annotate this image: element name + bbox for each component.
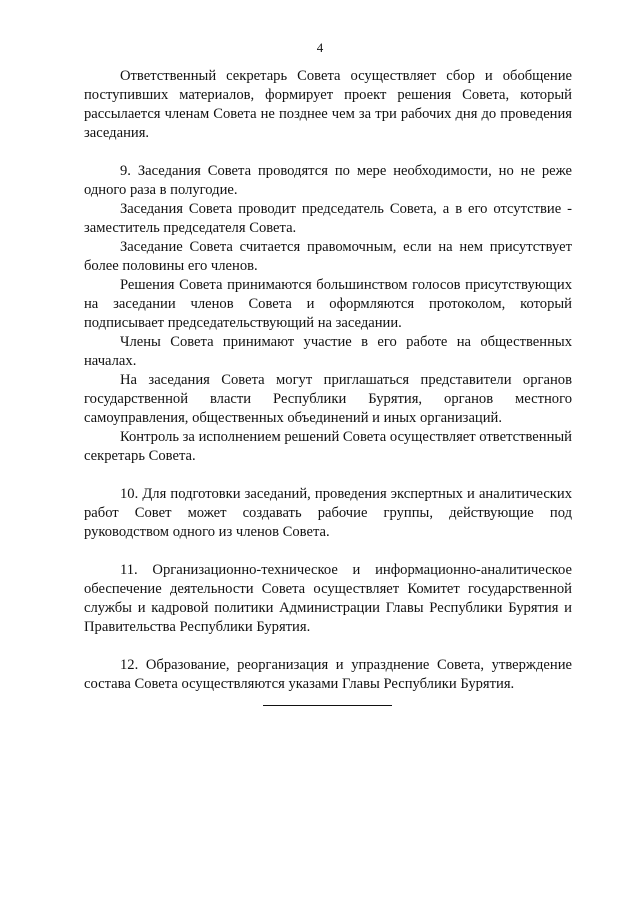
paragraph-decisions: Решения Совета принимаются большинством голосов присутствующих на заседании членов Совета и оформляются протоколом, который подписывает председательствующий на заседании.: [84, 277, 572, 331]
document-body: [84, 67, 572, 694]
paragraph-meeting-chair: Заседания Совета проводит председатель Совета, а в его отсутствие - заместитель председателя Совета.: [84, 201, 572, 236]
paragraph-item-9: 9. Заседания Совета проводятся по мере необходимости, но не реже одного раза в полугодие.: [84, 163, 572, 198]
paragraph-item-11: 11. Организационно-техническое и информационно-аналитическое обеспечение деятельности Совета осуществляет Комитет государственной службы и кадровой политики Администрации Главы Республики Бурятия и Правительства Республики Бурятия.: [84, 562, 572, 635]
paragraph-gap: [84, 143, 572, 162]
paragraph-control: Контроль за исполнением решений Совета осуществляет ответственный секретарь Совета.: [84, 429, 572, 464]
page-number: 4: [316, 40, 324, 55]
paragraph-secretary-duties: Ответственный секретарь Совета осуществляет сбор и обобщение поступивших материалов, формирует проект решения Совета, который рассылается членам Совета не позднее чем за три рабочих дня до проведения заседания.: [84, 68, 572, 141]
paragraph-volunteer-basis: Члены Совета принимают участие в его работе на общественных началах.: [84, 334, 572, 369]
paragraph-gap: [84, 637, 572, 656]
end-of-document-rule: [263, 705, 392, 706]
paragraph-item-10: 10. Для подготовки заседаний, проведения экспертных и аналитических работ Совет может создавать рабочие группы, действующие под руководством одного из членов Совета.: [84, 486, 572, 540]
paragraph-invited-representatives: На заседания Совета могут приглашаться представители органов государственной власти Республики Бурятия, органов местного самоуправления, общественных объединений и иных организаций.: [84, 372, 572, 426]
paragraph-quorum: Заседание Совета считается правомочным, если на нем присутствует более половины его членов.: [84, 239, 572, 274]
paragraph-gap: [84, 466, 572, 485]
paragraph-gap: [84, 542, 572, 561]
paragraph-item-12: 12. Образование, реорганизация и упразднение Совета, утверждение состава Совета осуществляются указами Главы Республики Бурятия.: [84, 657, 572, 692]
